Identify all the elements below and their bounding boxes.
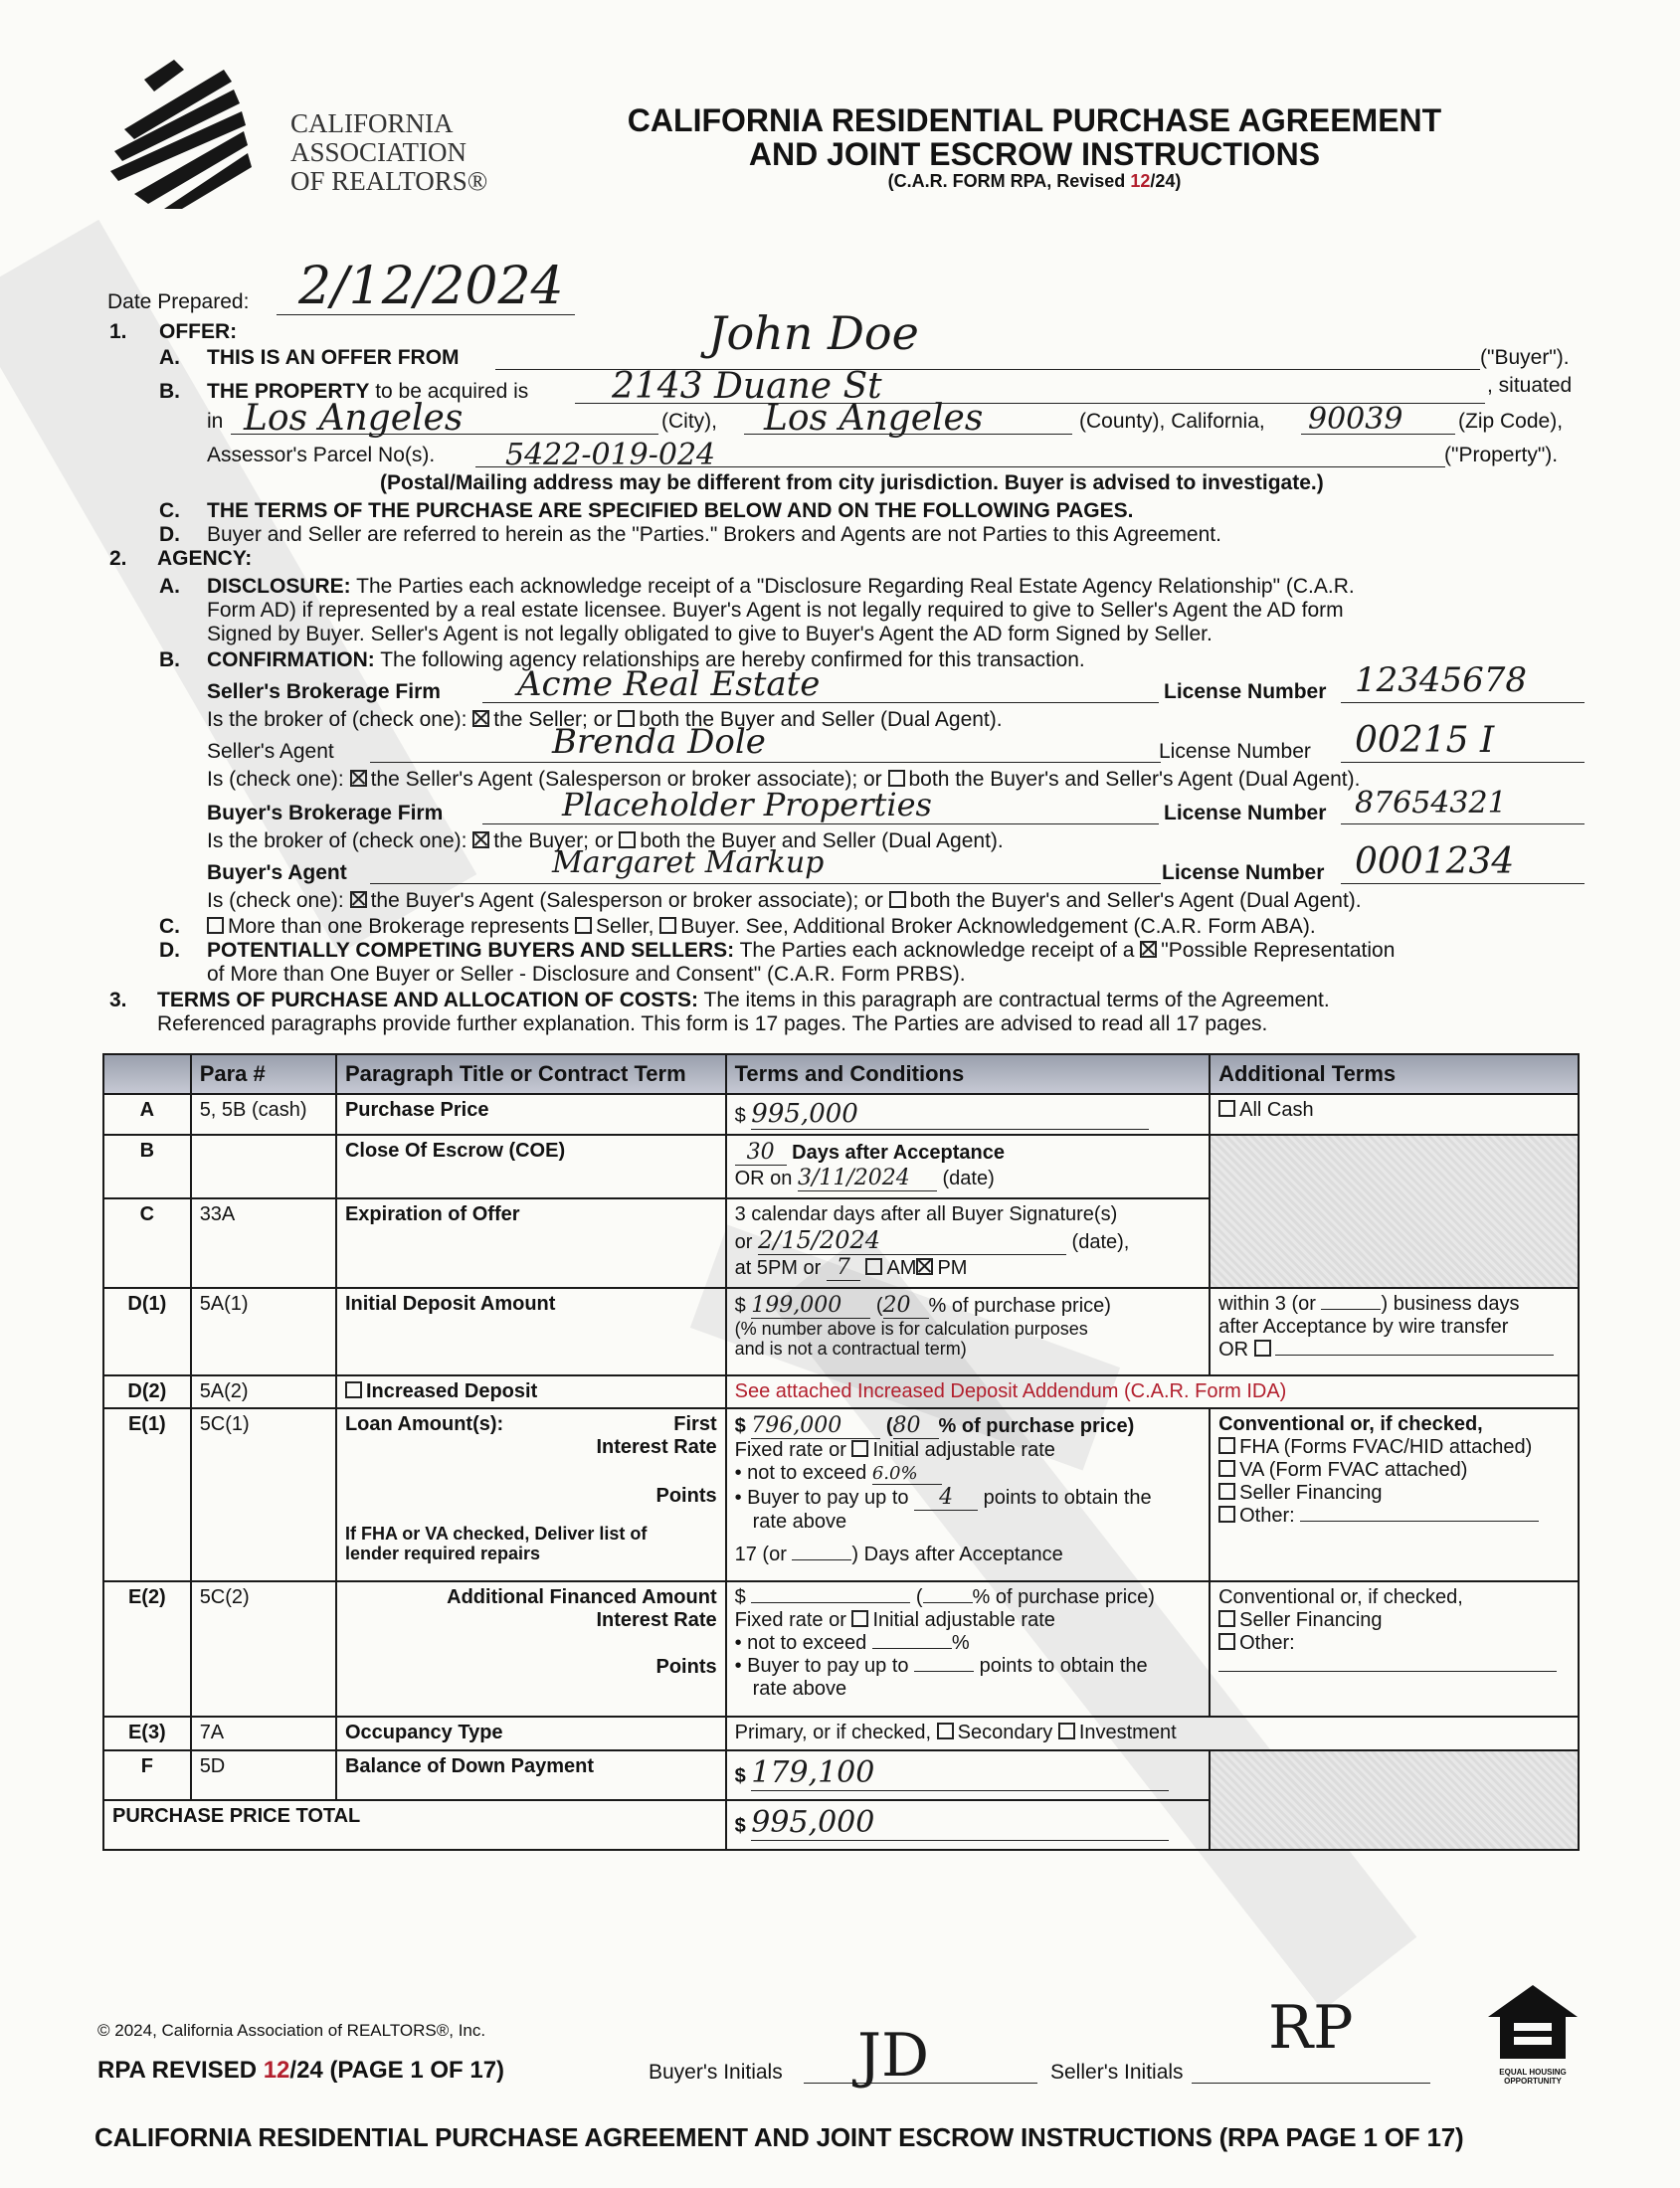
points-value: 4 <box>914 1485 978 1511</box>
form-id: (C.A.R. FORM RPA, Revised 12/24) <box>887 171 1182 191</box>
revision-text: RPA REVISED 12/24 (PAGE 1 OF 17) <box>97 2057 505 2084</box>
property-address[interactable]: 2143 Duane St <box>612 366 882 407</box>
car-logo <box>104 60 283 209</box>
coe-cell[interactable]: 30 Days after Acceptance OR on 3/11/2024 (date) <box>726 1135 1211 1198</box>
buyer-firm-value[interactable]: Placeholder Properties <box>562 786 932 823</box>
form-title <box>557 103 1512 191</box>
zip-value[interactable]: 90039 <box>1308 402 1403 437</box>
expiration-time-value: 7 <box>827 1255 860 1281</box>
equal-housing-icon <box>1484 1983 1582 2063</box>
table-row-f: F 5D Balance of Down Payment $ 179,100 <box>103 1750 1579 1800</box>
checkbox-icon[interactable] <box>575 917 592 934</box>
checkbox-icon[interactable] <box>1218 1610 1235 1627</box>
initial-deposit-value: 199,000 <box>751 1293 870 1319</box>
date-prepared-label: Date Prepared: <box>107 290 250 313</box>
loan-amount-cell[interactable]: $ 796,000 (80 % of purchase price) Fixed rate or Initial adjustable rate • not to exceed 6.0% • Buyer to pay up to 4 points to obtain the rate above 17 (or ) Days after Acceptance <box>726 1408 1211 1581</box>
checkbox-icon[interactable] <box>889 891 906 908</box>
property-label: THE PROPERTY to be acquired is <box>207 380 529 403</box>
down-payment-cell[interactable]: $ 179,100 <box>726 1750 1211 1800</box>
buyer-agent-license[interactable]: 0001234 <box>1355 841 1515 882</box>
loan-pct-value: 80 <box>893 1413 939 1439</box>
checkbox-icon[interactable] <box>345 1381 362 1398</box>
s3-text: TERMS OF PURCHASE AND ALLOCATION OF COSTS: The items in this paragraph are contractual terms of the Agreement. Referenced paragraphs provide further explanation. This form is 17 pages. The Parties are advised to read all 17 pages. <box>157 989 1330 1035</box>
checkbox-icon[interactable] <box>659 917 676 934</box>
checkbox-icon[interactable] <box>1218 1460 1235 1477</box>
seller-agent-value[interactable]: Brenda Dole <box>552 722 766 762</box>
purchase-price-cell[interactable]: $ 995,000 <box>726 1094 1211 1135</box>
expiration-cell[interactable]: 3 calendar days after all Buyer Signature(s) or 2/15/2024 (date), at 5PM or 7 AM PM <box>726 1198 1211 1288</box>
seller-initials-value[interactable]: RP <box>1268 1993 1354 2063</box>
s2-title: AGENCY: <box>157 547 253 570</box>
checkbox-icon[interactable] <box>851 1440 868 1457</box>
seller-agent-license[interactable]: 00215 I <box>1355 720 1495 761</box>
table-row-d1: D(1) 5A(1) Initial Deposit Amount $ 199,000 (20 % of purchase price) (% number above is for calculation purposes and is not a contractual term) within 3 (or ) business days after Acceptance by wire transfer OR <box>103 1288 1579 1375</box>
s2-c-text: More than one Brokerage represents Seller, Buyer. See, Additional Broker Acknowledgement (C.A.R. Form ABA). <box>207 915 1316 939</box>
checkbox-checked-icon[interactable] <box>350 891 367 908</box>
initial-deposit-cell[interactable]: $ 199,000 (20 % of purchase price) (% number above is for calculation purposes and is not a contractual term) <box>726 1288 1211 1375</box>
occupancy-cell: Primary, or if checked, Secondary Investment <box>726 1717 1579 1750</box>
s2-d-text: POTENTIALLY COMPETING BUYERS AND SELLERS: The Parties each acknowledge receipt of a "Possible Representation of More than One Buyer or Seller - Disclosure and Consent" (C.A.R. Form PRBS). <box>207 939 1396 986</box>
equal-housing-logo: EQUAL HOUSING OPPORTUNITY <box>1484 1983 1582 2083</box>
buyer-agent-check: Is (check one): the Buyer's Agent (Salesperson or broker associate); or both the Buyer's and Seller's Agent (Dual Agent). <box>207 889 1362 912</box>
disclosure-text: DISCLOSURE: The Parties each acknowledge receipt of a "Disclosure Regarding Real Estate Agency Relationship" (C.A.R. Form AD) if represented by a real estate licensee. Buyer's Agent is not legally required to give to Seller's Agent the AD form Signed by Buyer. Seller's Agent is not legally obligated to give to Buyer's Agent the AD form Signed by Seller. <box>207 575 1355 645</box>
city-value[interactable]: Los Angeles <box>244 398 464 439</box>
car-logo-icon <box>104 60 283 209</box>
purchase-price-total-label: PURCHASE PRICE TOTAL <box>103 1800 726 1850</box>
buyer-firm-license[interactable]: 87654321 <box>1355 786 1507 820</box>
table-row-b: B Close Of Escrow (COE) 30 Days after Acceptance OR on 3/11/2024 (date) <box>103 1135 1579 1198</box>
loan-amount-value: 796,000 <box>751 1413 880 1439</box>
buyer-initials-value[interactable]: JD <box>857 2021 930 2091</box>
coe-days-value: 30 <box>735 1140 787 1166</box>
table-row-c: C 33A Expiration of Offer 3 calendar days after all Buyer Signature(s) or 2/15/2024 (date), at 5PM or 7 AM PM <box>103 1198 1579 1288</box>
buyer-agent-value[interactable]: Margaret Markup <box>552 845 825 880</box>
table-row-e2: E(2) 5C(2) Additional Financed Amount Interest Rate Points $ ( % of purchase price) Fixed rate or Initial adjustable rate • not to exceed % • Buyer to pay up to points to obtain the rate above Conventional or, if checked, Seller Financing Other: <box>103 1581 1579 1717</box>
checkbox-icon[interactable] <box>937 1723 954 1739</box>
buyer-initials-label: Buyer's Initials <box>649 2061 783 2084</box>
checkbox-icon[interactable] <box>1058 1723 1075 1739</box>
form-title-line1: CALIFORNIA RESIDENTIAL PURCHASE AGREEMENT <box>627 102 1442 138</box>
buyer-firm-check: Is the broker of (check one): the Buyer; or both the Buyer and Seller (Dual Agent). <box>207 829 1004 852</box>
s1-title: OFFER: <box>159 320 238 343</box>
seller-agent-check: Is (check one): the Seller's Agent (Salesperson or broker associate); or both the Buyer's and Seller's Agent (Dual Agent). <box>207 768 1361 791</box>
interest-rate-value: 6.0% <box>872 1463 942 1485</box>
checkbox-icon[interactable] <box>1218 1506 1235 1523</box>
apn-label: Assessor's Parcel No(s). <box>207 444 436 466</box>
additional-financed-cell[interactable]: $ ( % of purchase price) Fixed rate or Initial adjustable rate • not to exceed % • Buyer to pay up to points to obtain the rate above <box>726 1581 1211 1717</box>
increased-deposit-note: See attached Increased Deposit Addendum (C.A.R. Form IDA) <box>726 1375 1579 1408</box>
form-title-line2: AND JOINT ESCROW INSTRUCTIONS <box>748 136 1321 172</box>
offer-from-label: THIS IS AN OFFER FROM <box>207 346 460 369</box>
purchase-total-cell[interactable]: $ 995,000 <box>726 1800 1211 1850</box>
expiration-date-value: 2/15/2024 <box>758 1226 1066 1255</box>
checkbox-icon[interactable] <box>1218 1483 1235 1500</box>
checkbox-icon[interactable] <box>851 1610 868 1627</box>
seller-firm-value[interactable]: Acme Real Estate <box>517 664 821 704</box>
date-prepared-value[interactable]: 2/12/2024 <box>298 257 564 316</box>
s1-d-text: Buyer and Seller are referred to herein as the "Parties." Brokers and Agents are not Parties to this Agreement. <box>207 523 1221 546</box>
postal-note: (Postal/Mailing address may be different from city jurisdiction. Buyer is advised to investigate.) <box>380 471 1324 494</box>
table-row-e1: E(1) 5C(1) Loan Amount(s): First Interest Rate Points If FHA or VA checked, Deliver list of lender required repairs $ 796,000 (80 % of purchase price) Fixed rate or Initial adjustable rate • not to exceed 6.0% • Buyer to pay up to 4 points to obtain the rate above 17 (or ) Days after Acceptance Conventional or, if checked, FHA (Forms FVAC/HID attached) VA (Form FVAC attached) Seller Financing Other: <box>103 1408 1579 1581</box>
checkbox-checked-icon[interactable] <box>472 831 489 848</box>
down-payment-value: 179,100 <box>751 1755 1169 1791</box>
checkbox-icon[interactable] <box>1218 1100 1235 1117</box>
purchase-price-value: 995,000 <box>751 1099 1149 1130</box>
confirmation-text: CONFIRMATION: The following agency relationships are hereby confirmed for this transaction. <box>207 648 1085 671</box>
initial-deposit-pct: 20 <box>883 1293 929 1319</box>
checkbox-icon[interactable] <box>865 1258 882 1275</box>
s1-c-text: THE TERMS OF THE PURCHASE ARE SPECIFIED BELOW AND ON THE FOLLOWING PAGES. <box>207 499 1134 522</box>
copyright: © 2024, California Association of REALTORS®, Inc. <box>97 2021 486 2040</box>
checkbox-checked-icon[interactable] <box>916 1258 933 1275</box>
purchase-total-value: 995,000 <box>751 1805 1169 1841</box>
checkbox-icon[interactable] <box>1254 1340 1271 1357</box>
buyer-name[interactable]: John Doe <box>708 306 919 360</box>
checkbox-icon[interactable] <box>207 917 224 934</box>
seller-firm-check: Is the broker of (check one): the Seller; or both the Buyer and Seller (Dual Agent). <box>207 708 1003 731</box>
checkbox-checked-icon[interactable] <box>472 710 489 727</box>
seller-firm-license[interactable]: 12345678 <box>1355 660 1528 700</box>
s1-number: 1. <box>109 320 127 343</box>
checkbox-icon[interactable] <box>1218 1633 1235 1650</box>
table-header-row: Para # Paragraph Title or Contract Term Terms and Conditions Additional Terms <box>103 1054 1579 1094</box>
checkbox-checked-icon[interactable] <box>350 770 367 787</box>
logo-text: CALIFORNIA ASSOCIATION OF REALTORS® <box>290 108 488 196</box>
coe-date-value: 3/11/2024 <box>798 1166 937 1191</box>
table-row-d2: D(2) 5A(2) Increased Deposit See attached Increased Deposit Addendum (C.A.R. Form IDA) <box>103 1375 1579 1408</box>
county-value[interactable]: Los Angeles <box>764 398 984 439</box>
bottom-title: CALIFORNIA RESIDENTIAL PURCHASE AGREEMENT AND JOINT ESCROW INSTRUCTIONS (RPA PAGE 1 OF 17) <box>94 2122 1464 2152</box>
checkbox-checked-icon[interactable] <box>1140 941 1157 958</box>
apn-value[interactable]: 5422-019-024 <box>505 438 716 472</box>
checkbox-icon[interactable] <box>1218 1437 1235 1454</box>
seller-initials-label: Seller's Initials <box>1050 2061 1184 2084</box>
checkbox-icon[interactable] <box>888 770 905 787</box>
table-row-a: A 5, 5B (cash) Purchase Price $ 995,000 All Cash <box>103 1094 1579 1135</box>
terms-table <box>102 1053 1580 1851</box>
table-row-e3: E(3) 7A Occupancy Type Primary, or if checked, Secondary Investment <box>103 1717 1579 1750</box>
